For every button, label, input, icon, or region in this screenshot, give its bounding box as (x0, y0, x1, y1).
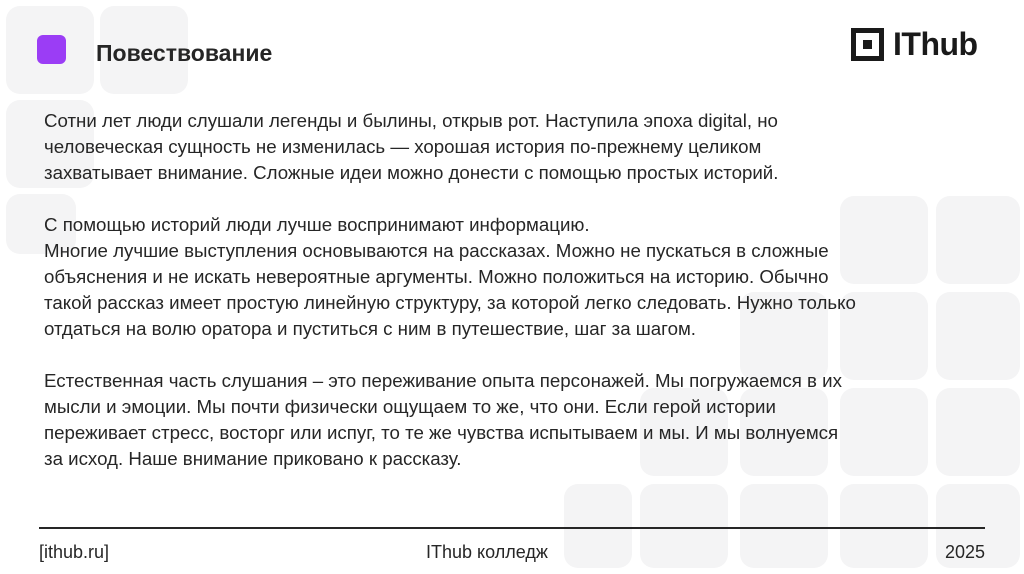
main-text (44, 108, 989, 498)
footer-site-link[interactable]: [ithub.ru] (39, 542, 110, 562)
text-line: переживает стресс, восторг или испуг, то те же чувства испытываем и мы. И мы волнуемся (44, 422, 839, 443)
footer-org: IThub колледж (426, 542, 548, 562)
text-line: Многие лучшие выступления основываются на рассказах. Можно не пускаться в сложные (44, 240, 829, 261)
text-line: Сотни лет люди слушали легенды и былины, открыв рот. Наступила эпоха digital, но (44, 110, 778, 131)
text-line: отдаться на волю оратора и пуститься с ним в путешествие, шаг за шагом. (44, 318, 696, 339)
accent-square (37, 35, 66, 64)
text-line: за исход. Наше внимание приковано к рассказу. (44, 448, 462, 469)
text-line: С помощью историй люди лучше воспринимают информацию. (44, 214, 590, 235)
footer-divider (39, 527, 985, 529)
logo-text: IThub (893, 26, 978, 62)
text-line: захватывает внимание. Сложные идеи можно донести с помощью простых историй. (44, 162, 779, 183)
text-line: Естественная часть слушания – это переживание опыта персонажей. Мы погружаемся в их (44, 370, 842, 391)
text-line: такой рассказ имеет простую линейную структуру, за которой легко следовать. Нужно только (44, 292, 856, 313)
page-title: Повествование (96, 40, 273, 66)
logo-icon (851, 28, 884, 61)
text-line: мысли и эмоции. Мы почти физически ощущаем то же, что они. Если герой истории (44, 396, 776, 417)
text-line: человеческая сущность не изменилась — хорошая история по-прежнему целиком (44, 136, 762, 157)
ithub-logo (851, 26, 978, 62)
paragraph (44, 212, 989, 342)
footer-year: 2025 (944, 542, 985, 562)
text-line: объяснения и не искать невероятные аргументы. Можно положиться на историю. Обычно (44, 266, 829, 287)
paragraph (44, 368, 989, 472)
paragraph (44, 108, 989, 186)
